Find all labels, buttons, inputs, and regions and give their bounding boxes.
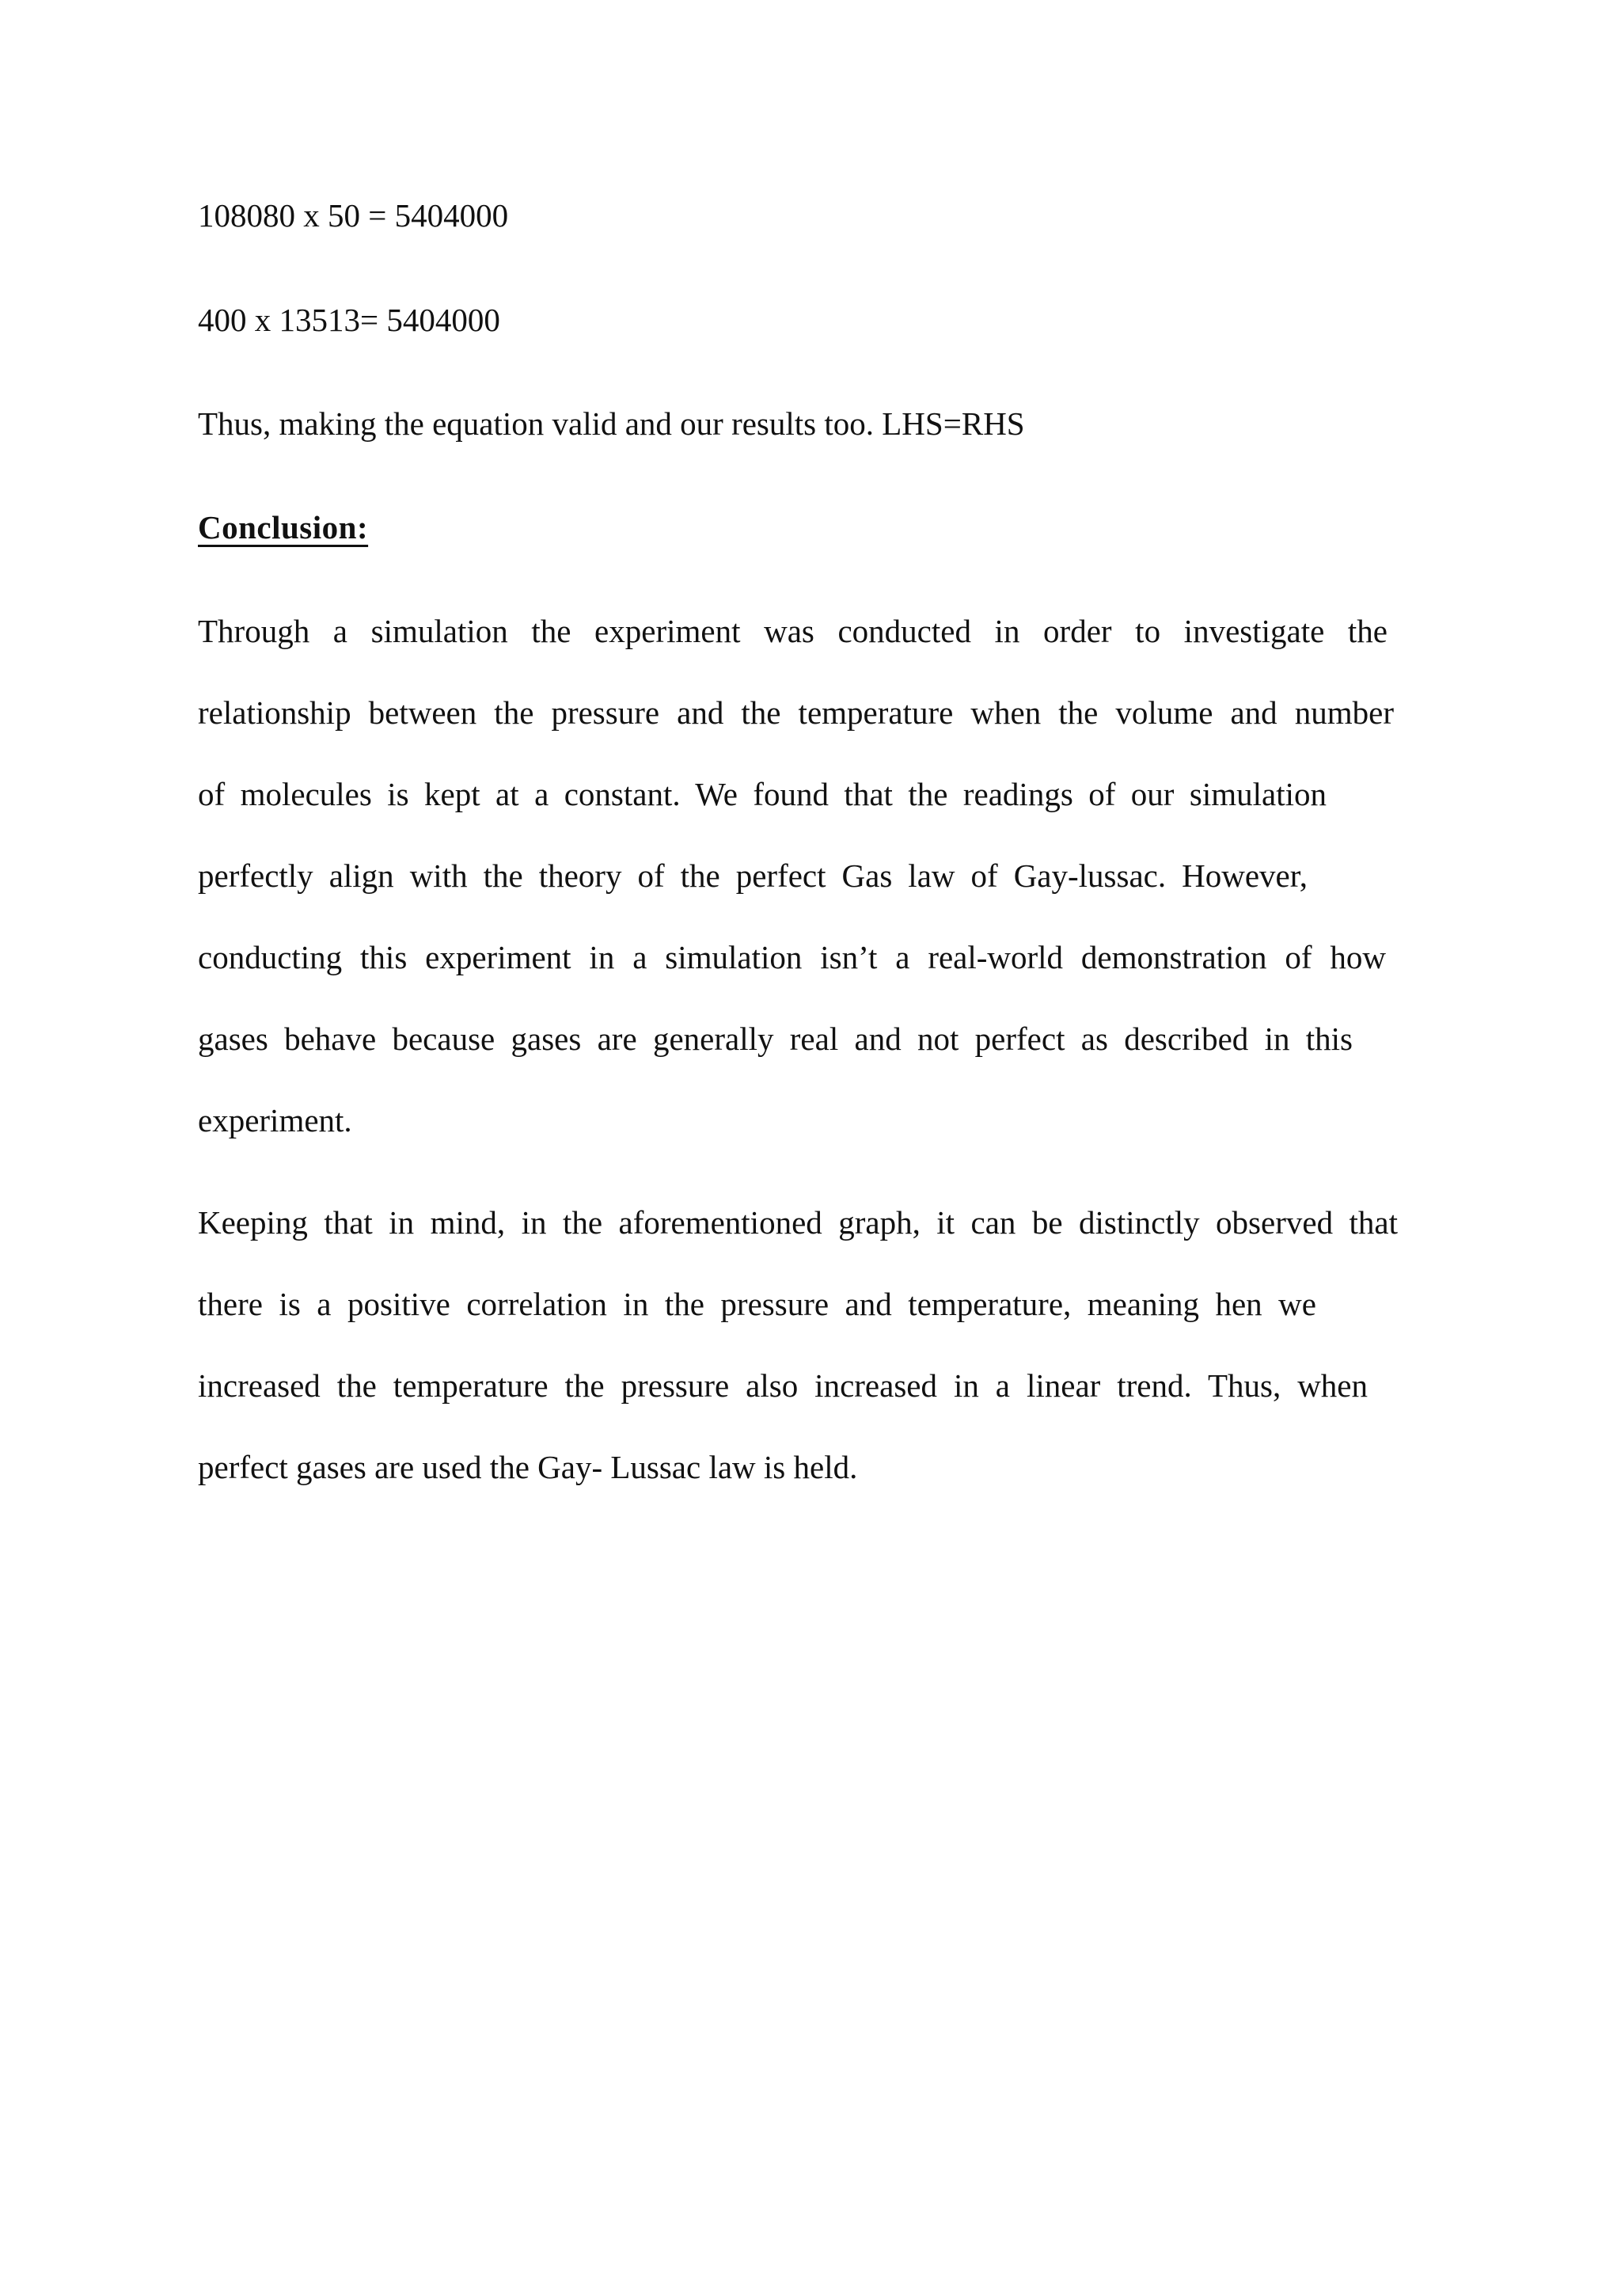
paragraph-line: perfect gases are used the Gay- Lussac law is held.: [198, 1449, 858, 1485]
paragraph-line: there is a positive correlation in the pressure and temperature, meaning hen we: [198, 1286, 1316, 1322]
paragraph-line: experiment.: [198, 1102, 352, 1138]
validation-statement: Thus, making the equation valid and our results too. LHS=RHS: [198, 405, 1025, 442]
equation-line-2: 400 x 13513= 5404000: [198, 302, 500, 338]
document-body: [198, 196, 1417, 1486]
conclusion-heading: Conclusion:: [198, 509, 369, 545]
paragraph-line: conducting this experiment in a simulation isn’t a real-world demonstration of how: [198, 939, 1386, 975]
paragraph-line: of molecules is kept at a constant. We found that the readings of our simulation: [198, 776, 1327, 812]
equation-line-1: 108080 x 50 = 5404000: [198, 197, 509, 234]
paragraph-line: Through a simulation the experiment was conducted in order to investigate the: [198, 613, 1388, 649]
paragraph-line: perfectly align with the theory of the perfect Gas law of Gay-lussac. However,: [198, 857, 1308, 894]
conclusion-paragraph-1: [198, 612, 1417, 1139]
paragraph-line: Keeping that in mind, in the aforementioned graph, it can be distinctly observed that: [198, 1204, 1398, 1241]
paragraph-line: gases behave because gases are generally real and not perfect as described in this: [198, 1021, 1353, 1057]
conclusion-paragraph-2: [198, 1203, 1417, 1486]
paragraph-line: relationship between the pressure and the temperature when the volume and number: [198, 694, 1394, 731]
paragraph-line: increased the temperature the pressure also increased in a linear trend. Thus, when: [198, 1367, 1368, 1404]
